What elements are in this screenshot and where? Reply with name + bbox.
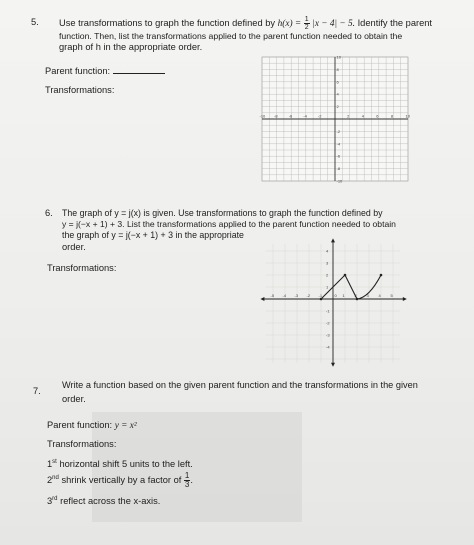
q7-step-1 xyxy=(47,456,193,470)
q6-origin-label: 0 xyxy=(334,293,337,298)
q6-x-tick-label: -1 xyxy=(318,293,323,298)
q5-y-tick-label: -10 xyxy=(336,178,343,184)
q7-number: 7. xyxy=(33,386,41,396)
q6-number: 6. xyxy=(45,208,53,218)
q7-prompt-line1: Write a function based on the given parent function and the transformations in the given xyxy=(62,380,418,390)
q6-prompt-line2: y = j(−x + 1) + 3. List the transformations applied to the parent function needed to obtain xyxy=(62,219,396,229)
q6-y-tick-label: -3 xyxy=(326,332,330,338)
q5-x-tick-label: -8 xyxy=(274,113,278,119)
q5-fraction-denominator: 2 xyxy=(304,24,309,31)
q6-prompt-line1: The graph of y = j(x) is given. Use transformations to graph the function defined by xyxy=(62,208,383,218)
q6-y-tick-label: 1 xyxy=(326,284,329,290)
q5-x-tick-label: 6 xyxy=(376,113,379,119)
q5-coordinate-grid[interactable] xyxy=(259,54,410,184)
q6-transformations-label: Transformations: xyxy=(47,263,117,273)
q5-function-name: h(x) = xyxy=(277,18,302,29)
q5-y-tick-label: -2 xyxy=(336,128,341,134)
q6-x-tick-label: 4 xyxy=(378,293,381,298)
q6-prompt-line4: order. xyxy=(62,242,86,252)
q7-step-3-text: reflect across the x-axis. xyxy=(60,496,161,507)
q5-x-tick-label: 10 xyxy=(405,113,410,119)
q6-prompt-line3: the graph of y = j(−x + 1) + 3 in the appropriate xyxy=(62,230,244,240)
q5-x-tick-label: -2 xyxy=(317,113,322,119)
q5-prompt-line2: function. Then, list the transformations applied to the parent function needed to obtain the xyxy=(59,31,403,41)
q6-y-axis-arrow-down xyxy=(331,363,335,367)
q5-parent-function-row xyxy=(45,64,165,77)
q6-x-tick-label: -3 xyxy=(294,293,299,298)
q6-x-tick-label: -5 xyxy=(270,293,275,298)
q5-number: 5. xyxy=(31,17,39,27)
q5-y-tick-label: 8 xyxy=(336,66,339,72)
q7-step-3-suffix: rd xyxy=(52,496,58,502)
q6-x-tick-label: -4 xyxy=(282,293,287,298)
q6-function-j-point xyxy=(344,274,347,277)
q7-prompt-line2: order. xyxy=(62,394,86,404)
q5-y-tick-label: -8 xyxy=(336,166,341,172)
q6-y-tick-label: 4 xyxy=(326,248,329,254)
q5-prompt-line1 xyxy=(59,16,432,31)
q6-x-axis-arrow-left xyxy=(260,297,264,301)
q6-x-tick-label: 5 xyxy=(390,293,393,298)
q7-parent-function-label: Parent function: xyxy=(47,420,113,430)
q5-x-tick-label: 2 xyxy=(347,113,350,119)
q7-step-2-text: shrink vertically by a factor of xyxy=(61,475,182,486)
q7-step-1-suffix: st xyxy=(52,459,57,465)
q5-y-tick-label: 6 xyxy=(336,79,339,85)
q6-x-tick-label: 1 xyxy=(342,293,345,298)
q6-y-tick-label: 2 xyxy=(326,272,329,278)
q6-y-tick-label: -4 xyxy=(326,344,330,350)
q7-step-2-fraction xyxy=(184,472,190,489)
q6-y-tick-label: 3 xyxy=(326,260,329,266)
q5-function-tail: |x − 4| − 5. xyxy=(312,18,355,29)
q5-y-tick-label: 10 xyxy=(336,54,341,60)
q7-parent-function-value: y = x² xyxy=(114,421,137,431)
q7-step-1-number: 1 xyxy=(47,459,53,470)
q5-prompt-line1-a: Use transformations to graph the function defined by xyxy=(59,17,276,28)
q7-step-2-fraction-numerator: 1 xyxy=(184,471,190,481)
q5-x-tick-label: 4 xyxy=(361,113,364,119)
q7-step-1-text: horizontal shift 5 units to the left. xyxy=(59,459,193,470)
q5-fraction xyxy=(304,16,310,31)
q5-fraction-numerator: 1 xyxy=(304,16,309,23)
q6-x-tick-label: -2 xyxy=(306,293,311,298)
q6-y-axis-arrow-up xyxy=(331,238,335,242)
q7-step-2-number: 2 xyxy=(47,475,53,486)
q7-step-3 xyxy=(47,493,160,507)
q6-y-tick-label: -2 xyxy=(326,320,330,326)
q5-x-tick-label: -4 xyxy=(303,113,307,119)
q6-function-j-point xyxy=(380,274,383,277)
q5-parent-function-label: Parent function: xyxy=(45,66,111,76)
q5-y-tick-label: 4 xyxy=(336,91,339,97)
q5-parent-function-blank[interactable] xyxy=(113,64,165,74)
q5-y-tick-label: -6 xyxy=(336,153,341,159)
q7-step-2-suffix: nd xyxy=(52,475,59,481)
q6-graph-area xyxy=(275,223,425,359)
q7-transformations-label: Transformations: xyxy=(47,439,117,449)
q5-x-tick-label: -10 xyxy=(259,113,266,119)
q6-x-axis-arrow-right xyxy=(403,297,407,301)
q6-function-j-point xyxy=(320,298,323,301)
q6-x-tick-label: 2 xyxy=(354,293,357,298)
q7-step-2-fraction-denominator: 3 xyxy=(184,480,190,490)
q7-parent-function-row xyxy=(47,419,137,432)
q6-y-tick-label: -1 xyxy=(326,308,330,314)
q5-x-tick-label: 8 xyxy=(390,113,394,119)
q6-function-j-point xyxy=(356,298,359,301)
q7-step-2: 2nd shrink vertically by a factor of $\frac{1}{3}$ . xyxy=(47,471,193,490)
q6-graph-of-j[interactable] xyxy=(270,223,425,359)
q5-x-tick-label: -6 xyxy=(288,113,293,119)
q5-prompt-line1-b: Identify the parent xyxy=(357,17,433,28)
q6-x-tick-label: 3 xyxy=(366,293,369,298)
q7-step-3-number: 3 xyxy=(47,496,53,507)
q5-y-tick-label: 2 xyxy=(336,104,339,110)
q5-prompt-line3: graph of h in the appropriate order. xyxy=(59,42,203,52)
q5-transformations-label: Transformations: xyxy=(45,85,115,95)
q5-y-tick-label: -4 xyxy=(336,141,341,147)
